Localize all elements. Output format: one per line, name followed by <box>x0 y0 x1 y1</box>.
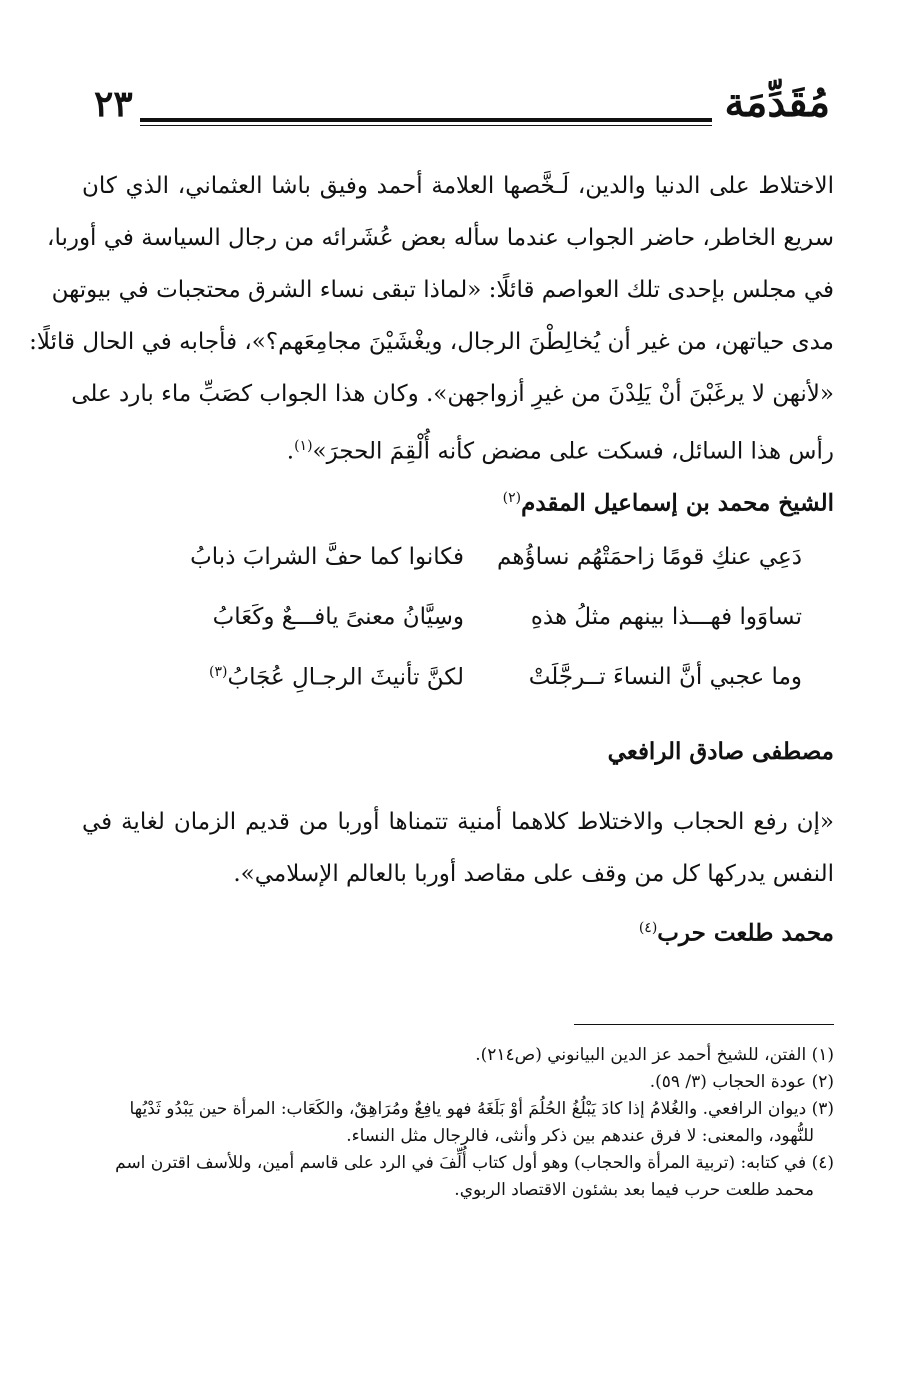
verse-second-hemistich <box>184 604 464 630</box>
paragraph-line-text: رأس هذا السائل، فسكت على مضض كأنه أُلْقِمَ الحجرَ» <box>312 438 834 465</box>
quote-author-3 <box>639 908 834 954</box>
footnote-line: (٢) عودة الحجاب (٣/ ٥٩). <box>649 1072 834 1092</box>
footnotes <box>84 1042 834 1204</box>
paragraph-line: «إن رفع الحجاب والاختلاط كلاهما أمنية تتمناها أوربا من قديم الزمان لغاية في <box>82 809 834 835</box>
poem-verse <box>170 544 802 604</box>
author-name: الشيخ محمد بن إسماعيل المقدم <box>521 489 834 517</box>
hemistich-text: وسِيَّانُ معنىً يافـــعٌ وكَعَابُ <box>212 604 464 630</box>
footnote-ref-4[interactable]: (٤) <box>638 920 658 936</box>
poem-verse <box>170 604 802 664</box>
poem-verse <box>170 664 802 724</box>
quote-author-1 <box>503 478 834 524</box>
paragraph-line-last <box>82 420 834 478</box>
page-number: ٢٣ <box>94 83 133 125</box>
header-rule <box>140 118 712 122</box>
paragraph-2 <box>82 796 834 900</box>
paragraph-1 <box>29 160 834 478</box>
verse-first-hemistich: دَعِي عنكِ قومًا زاحمَتْهُم نساؤُهم <box>497 544 802 570</box>
paragraph-line: «لأنهن لا يرغَبْنَ أنْ يَلِدْنَ من غيرِ أزواجهن». وكان هذا الجواب كصَبِّ ماء بارد على <box>71 381 834 407</box>
verse-first-hemistich: وما عجبي أنَّ النساءَ تــرجَّلَتْ <box>528 664 802 690</box>
footnote-line: (٤) في كتابه: (تربية المرأة والحجاب) وهو أول كتاب أُلِّفَ في الرد على قاسم أمين، وللأسف اقترن اسم <box>115 1153 834 1173</box>
footnote-line: محمد طلعت حرب فيما بعد بشئون الاقتصاد الربوي. <box>454 1180 814 1200</box>
hemistich-text: فكانوا كما حفَّ الشرابَ ذبابُ <box>190 544 464 570</box>
paragraph-line: في مجلس بإحدى تلك العواصم قائلًا: «لماذا تبقى نساء الشرق محتجبات في بيوتهن <box>51 277 834 303</box>
footnote-ref-3[interactable]: (٣) <box>209 664 228 680</box>
paragraph-line-last: النفس يدركها كل من وقف على مقاصد أوربا بالعالم الإسلامي». <box>233 861 834 887</box>
quote-author-2 <box>608 732 834 772</box>
footnote-line: (٣) ديوان الرافعي. والغُلامُ إذا كادَ يَبْلُغُ الحُلُمَ أوْ بَلَغَهُ فهو يافِعٌ ومُرَاهِقٌ، والكَعَاب: المرأة حين يَبْدُو ثَدْيُها <box>129 1099 834 1119</box>
header-rule-thin <box>140 125 712 126</box>
chapter-title: مُقَدِّمَة <box>724 79 830 126</box>
paragraph-line-tail: . <box>286 438 295 465</box>
verse-first-hemistich: تساوَوا فهـــذا بينهم مثلُ هذهِ <box>530 604 802 630</box>
footnote-separator <box>574 1024 834 1025</box>
paragraph-line: الاختلاط على الدنيا والدين، لَـخَّصها العلامة أحمد وفيق باشا العثماني، الذي كان <box>82 173 834 199</box>
verse-second-hemistich <box>184 544 464 570</box>
footnote-ref-1[interactable]: (١) <box>294 438 313 454</box>
page-header <box>80 78 830 138</box>
paragraph-line: مدى حياتهن، من غير أن يُخالِطْنَ الرجال، ويغْشَيْنَ مجامِعَهم؟»، فأجابه في الحال قائلًا: <box>29 329 834 355</box>
footnote-4 <box>84 1150 834 1204</box>
footnote-3 <box>84 1096 834 1150</box>
poem <box>170 544 802 724</box>
footnote-2 <box>84 1069 834 1096</box>
footnote-line: (١) الفتن، للشيخ أحمد عز الدين البيانوني (ص٢١٤). <box>475 1045 834 1065</box>
hemistich-text: لكنَّ تأنيثَ الرجـالِ عُجَابُ <box>227 664 464 691</box>
footnote-ref-2[interactable]: (٢) <box>502 490 522 506</box>
paragraph-line: سريع الخاطر، حاضر الجواب عندما سأله بعض عُشَرائه من رجال السياسة في أوربا، <box>47 225 834 251</box>
author-name: مصطفى صادق الرافعي <box>607 738 834 765</box>
footnote-line: للنُّهود، والمعنى: لا فرق عندهم بين ذكر وأنثى، فالرجال مثل النساء. <box>346 1126 814 1146</box>
verse-second-hemistich <box>184 664 464 691</box>
footnote-1 <box>84 1042 834 1069</box>
author-name: محمد طلعت حرب <box>657 919 834 947</box>
